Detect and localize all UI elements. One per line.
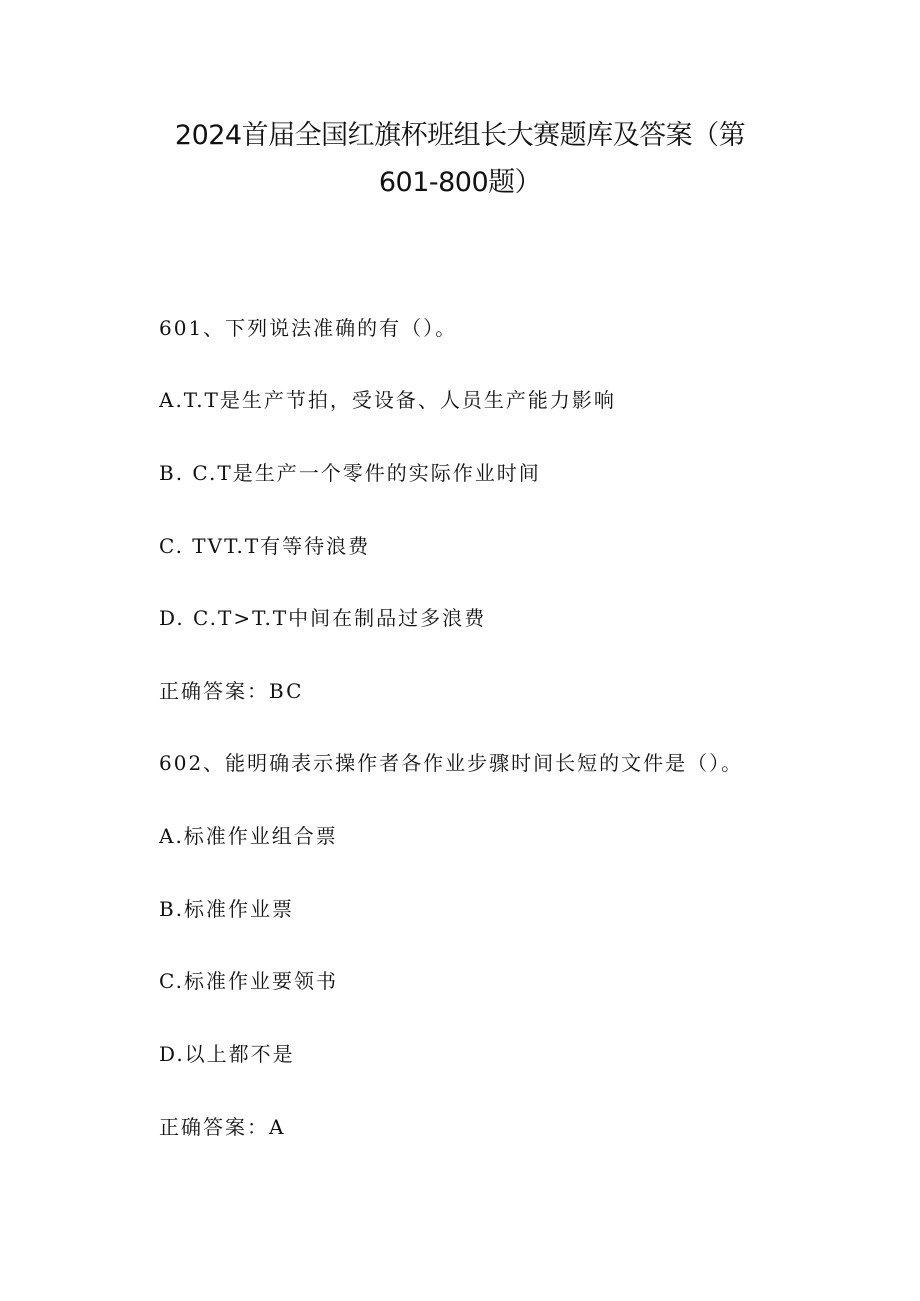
question-602-option-b: B.标准作业票 bbox=[159, 897, 295, 921]
question-601-option-c: C. TVT.T有等待浪费 bbox=[159, 534, 371, 558]
question-602-option-c: C.标准作业要领书 bbox=[159, 969, 338, 993]
question-601-answer: 正确答案：BC bbox=[159, 679, 304, 703]
question-602-option-a: A.标准作业组合票 bbox=[159, 824, 338, 848]
question-602-answer: 正确答案：A bbox=[159, 1115, 286, 1139]
question-601-option-b: B. C.T是生产一个零件的实际作业时间 bbox=[159, 461, 541, 485]
question-602-stem: 602、能明确表示操作者各作业步骤时间长短的文件是（）。 bbox=[159, 751, 744, 775]
document-title-line-2: 601-800题） bbox=[378, 167, 542, 198]
question-601-stem: 601、下列说法准确的有（）。 bbox=[159, 316, 458, 340]
document-title-line-1: 2024首届全国红旗杯班组长大赛题库及答案（第 bbox=[174, 120, 746, 151]
question-601-option-a: A.T.T是生产节拍，受设备、人员生产能力影响 bbox=[159, 388, 616, 412]
question-601-option-d: D. C.T>T.T中间在制品过多浪费 bbox=[159, 606, 487, 630]
question-602-option-d: D.以上都不是 bbox=[159, 1042, 295, 1066]
